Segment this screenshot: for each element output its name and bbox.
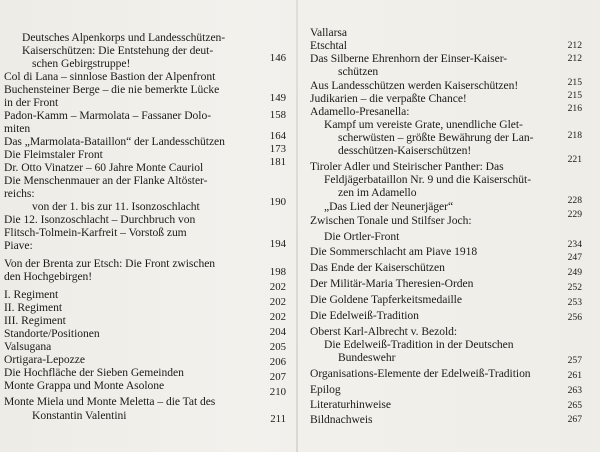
toc-page-number: 202 [269, 281, 286, 293]
toc-line: Buchensteiner Berge – die nie bemerkte Lücke [4, 83, 220, 96]
toc-line: Literaturhinweise [310, 398, 391, 411]
toc-line: Tiroler Adler und Steirischer Panther: Das [310, 160, 504, 173]
toc-page-number: 205 [269, 341, 286, 353]
toc-page-number: 207 [269, 371, 286, 383]
toc-line: Die Edelweiß-Tradition in der Deutschen [324, 338, 514, 351]
toc-line: Oberst Karl-Albrecht v. Bezold: [310, 325, 458, 338]
toc-line: Organisations-Elemente der Edelweiß-Tradition [310, 367, 531, 380]
toc-line: scherwüsten – größte Bewährung der Lan- [338, 131, 534, 144]
toc-page-number: 190 [269, 196, 286, 208]
toc-line: miten [4, 122, 31, 135]
toc-line: Aus Landesschützen werden Kaiserschützen! [310, 79, 519, 92]
toc-line: Col di Lana – sinnlose Bastion der Alpenfront [4, 70, 216, 83]
toc-page-number: 215 [567, 90, 582, 101]
toc-line: Deutsches Alpenkorps und Landesschützen- [22, 31, 226, 44]
toc-page-number: 253 [567, 297, 582, 308]
toc-line: Padon-Kamm – Marmolata – Fassaner Dolo- [4, 109, 212, 122]
toc-page-number: 202 [269, 296, 286, 308]
toc-page-number: 149 [269, 92, 286, 104]
toc-line: I. Regiment [4, 288, 59, 301]
toc-line: Die Ortler-Front [324, 230, 400, 243]
toc-line: Die Goldene Tapferkeitsmedaille [310, 293, 462, 306]
toc-page-number: 206 [269, 356, 286, 368]
toc-line: desschützen-Kaiserschützen! [338, 144, 472, 157]
toc-page-number: 234 [567, 239, 582, 250]
toc-page-number: 252 [567, 282, 582, 293]
toc-page-number: 211 [270, 413, 286, 425]
toc-page-number: 202 [269, 311, 286, 323]
toc-page-number: 164 [269, 130, 286, 142]
toc-page-number: 249 [567, 267, 582, 278]
toc-line: in der Front [4, 96, 59, 109]
toc-line: zen im Adamello [338, 186, 417, 199]
toc-line: Flitsch-Tolmein-Karfreit – Vorstoß zum [4, 226, 187, 239]
toc-line: Das Silberne Ehrenhorn der Einser-Kaiser- [310, 52, 508, 65]
toc-line: Valsugana [4, 340, 52, 353]
toc-line: Feldjägerbataillon Nr. 9 und die Kaiserschüt- [324, 173, 532, 186]
toc-line: Standorte/Positionen [4, 327, 100, 340]
toc-page-number: 228 [567, 195, 582, 206]
toc-page-number: 216 [567, 103, 582, 114]
toc-page-number: 221 [567, 154, 582, 165]
toc-line: schen Gebirgstruppe! [32, 57, 131, 70]
toc-page-number: 204 [269, 326, 286, 338]
toc-line: Das Ende der Kaiserschützen [310, 261, 445, 274]
toc-line: Das „Marmolata-Bataillon“ der Landesschützen [4, 135, 225, 148]
toc-page-number: 263 [567, 385, 582, 396]
toc-line: Die Hochfläche der Sieben Gemeinden [4, 366, 184, 379]
toc-line: II. Regiment [4, 301, 62, 314]
toc-page-number: 212 [567, 40, 582, 51]
toc-page-number: 261 [567, 370, 582, 381]
toc-page-number: 194 [269, 238, 286, 250]
toc-line: Ortigara-Lepozze [4, 353, 85, 366]
toc-line: Die Edelweiß-Tradition [310, 309, 419, 322]
toc-line: Die Fleimstaler Front [4, 148, 103, 161]
toc-line: Konstantin Valentini [32, 409, 127, 422]
toc-line: III. Regiment [4, 314, 66, 327]
toc-line: Vallarsa [310, 26, 347, 39]
toc-page-number: 247 [567, 252, 582, 263]
toc-line: Von der Brenta zur Etsch: Die Front zwischen [4, 257, 216, 270]
toc-page-number: 212 [567, 53, 582, 64]
page-fold [296, 0, 298, 452]
toc-page-number: 198 [269, 266, 286, 278]
toc-line: Judikarien – die verpaßte Chance! [310, 92, 467, 105]
toc-line: Adamello-Presanella: [310, 105, 410, 118]
toc-line: Bundeswehr [338, 351, 396, 364]
toc-line: Die 12. Isonzoschlacht – Durchbruch von [4, 213, 196, 226]
toc-line: den Hochgebirgen! [4, 270, 93, 283]
toc-page-number: 257 [567, 355, 582, 366]
toc-page-number: 267 [567, 414, 582, 425]
toc-line: schützen [338, 65, 379, 78]
toc-page-number: 181 [269, 156, 286, 168]
toc-line: Epilog [310, 383, 341, 396]
toc-line: Der Militär-Maria Theresien-Orden [310, 277, 474, 290]
toc-line: Piave: [4, 239, 33, 252]
toc-line: Die Sommerschlacht am Piave 1918 [310, 245, 478, 258]
toc-line: Zwischen Tonale und Stilfser Joch: [310, 214, 472, 227]
toc-line: Monte Grappa und Monte Asolone [4, 379, 165, 392]
toc-line: „Das Lied der Neunerjäger“ [324, 200, 454, 213]
toc-page-number: 218 [567, 130, 582, 141]
toc-page-number: 210 [269, 386, 286, 398]
toc-page-number: 256 [567, 312, 582, 323]
toc-line: Kaiserschützen: Die Entstehung der deut- [22, 44, 214, 57]
toc-page-number: 265 [567, 400, 582, 411]
toc-page-number: 173 [269, 143, 286, 155]
toc-page-number: 215 [567, 77, 582, 88]
toc-line: Monte Miela und Monte Meletta – die Tat des [4, 395, 216, 408]
toc-line: von der 1. bis zur 11. Isonzoschlacht [32, 200, 200, 213]
toc-line: Etschtal [310, 39, 347, 52]
toc-line: Dr. Otto Vinatzer – 60 Jahre Monte Cauriol [4, 161, 204, 174]
toc-line: reichs: [4, 187, 35, 200]
toc-page-number: 158 [269, 109, 286, 121]
toc-page-number: 229 [567, 209, 582, 220]
toc-line: Kampf um vereiste Grate, unendliche Glet- [324, 118, 523, 131]
toc-page-number: 146 [269, 52, 286, 64]
toc-line: Bildnachweis [310, 413, 373, 426]
toc-line: Die Menschenmauer an der Flanke Altöster- [4, 174, 208, 187]
